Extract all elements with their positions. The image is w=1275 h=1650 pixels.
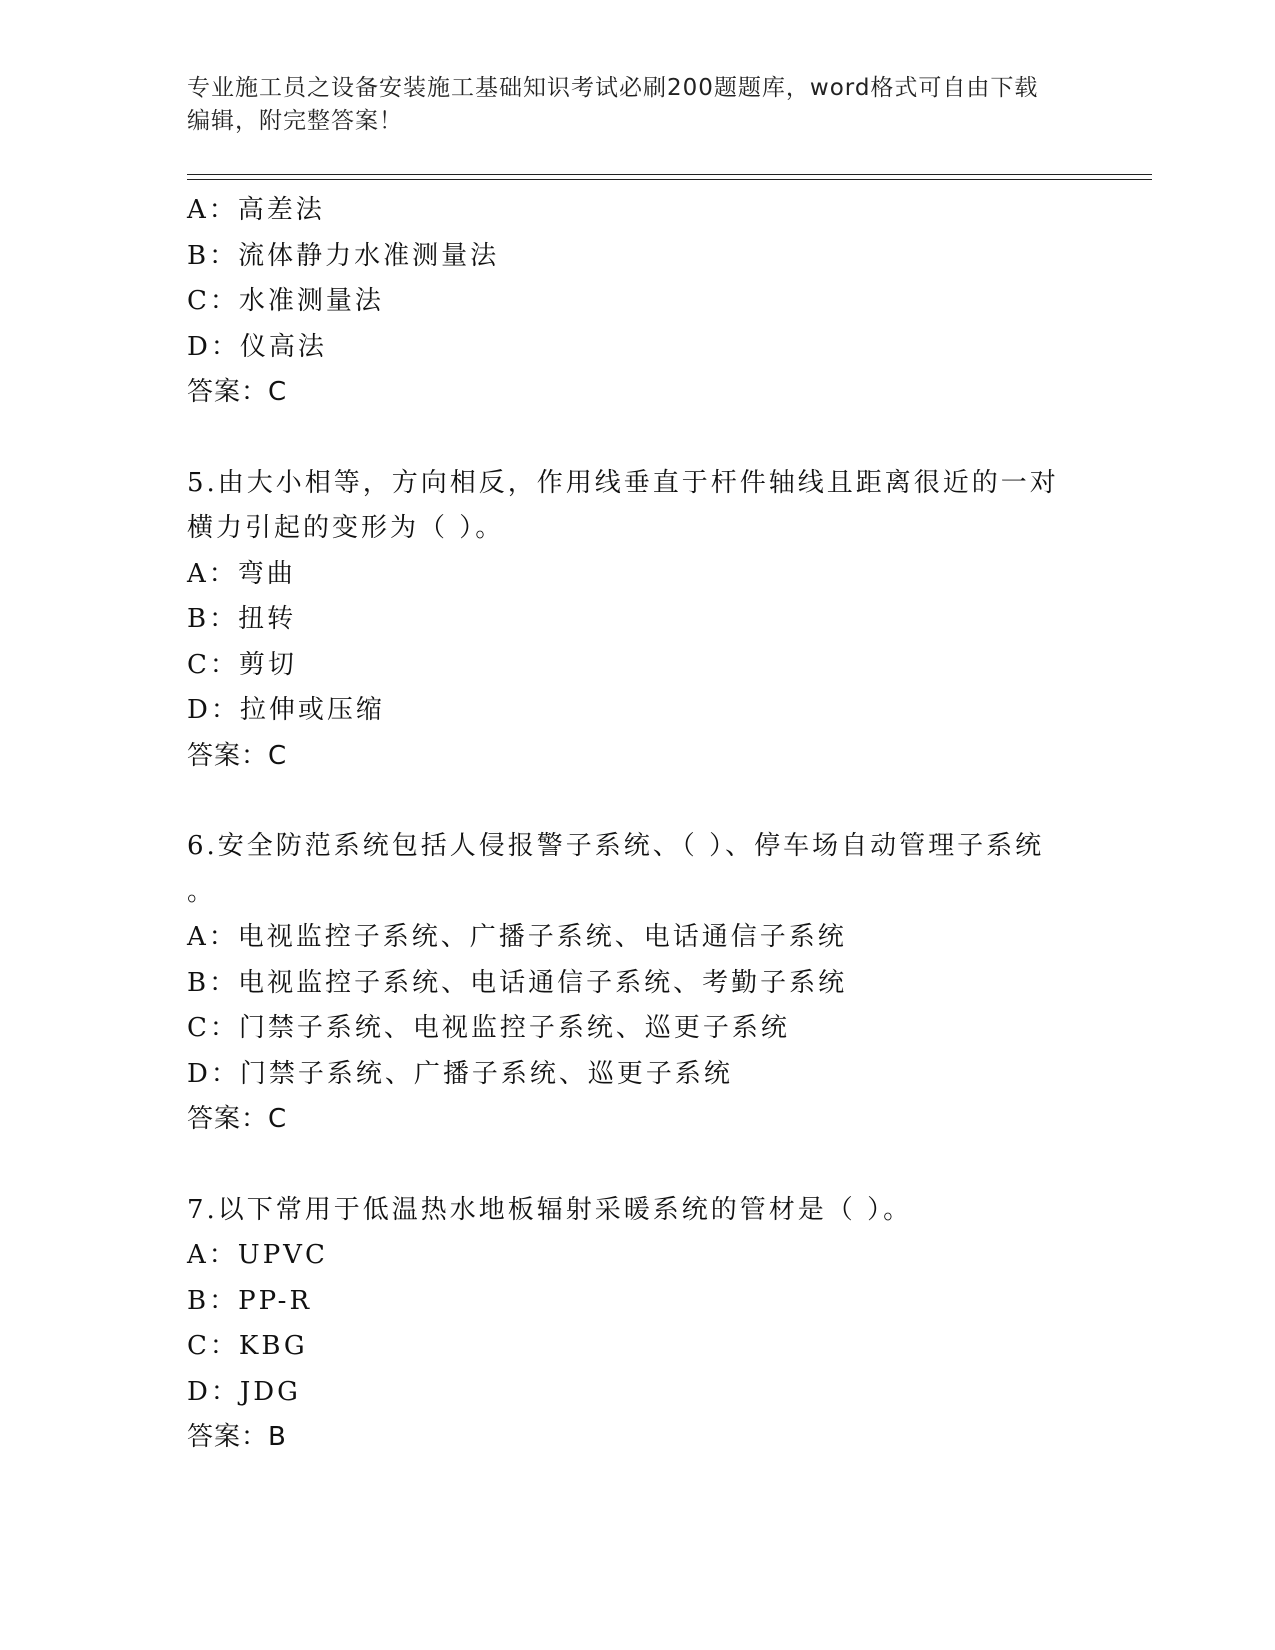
option-c: C：门禁子系统、电视监控子系统、巡更子系统 <box>187 1013 790 1043</box>
header-divider-top <box>187 174 1152 175</box>
answer-line: 答案：B <box>187 1422 287 1452</box>
option-b: B：流体静力水准测量法 <box>187 240 500 271</box>
question-7 <box>187 1188 1147 1461</box>
option-b: B：电视监控子系统、电话通信子系统、考勤子系统 <box>187 967 848 998</box>
question-stem-line-2: 横力引起的变形为（ ）。 <box>187 513 505 543</box>
answer-line: 答案：C <box>187 1104 288 1134</box>
option-b: B：扭转 <box>187 604 297 634</box>
spacer <box>187 779 1147 824</box>
option-d: D：拉伸或压缩 <box>187 695 385 725</box>
spacer <box>187 1143 1147 1188</box>
option-b: B：PP-R <box>187 1285 313 1316</box>
question-list <box>187 188 1147 1461</box>
question-stem-line-2: 。 <box>187 876 217 907</box>
answer-line: 答案：C <box>187 740 288 771</box>
header-divider-bottom <box>187 179 1152 180</box>
option-d: D：门禁子系统、广播子系统、巡更子系统 <box>187 1058 733 1089</box>
question-stem-line-1: 5.由大小相等，方向相反，作用线垂直于杆件轴线且距离很近的一对 <box>187 467 1059 498</box>
option-c: C：剪切 <box>187 649 297 680</box>
question-stem-line-1: 7.以下常用于低温热水地板辐射采暖系统的管材是（ ）。 <box>187 1194 913 1225</box>
answer-line: 答案：C <box>187 377 288 407</box>
question-5 <box>187 461 1147 780</box>
question-4 <box>187 188 1147 416</box>
option-a: A：高差法 <box>187 195 325 225</box>
header-title-line-2: 编辑，附完整答案！ <box>187 108 403 134</box>
header-title-line-1: 专业施工员之设备安装施工基础知识考试必刷200题题库，word格式可自由下载 <box>187 75 1039 101</box>
option-c: C：水准测量法 <box>187 286 384 316</box>
option-d: D：JDG <box>187 1376 301 1407</box>
document-header <box>187 72 1087 138</box>
option-a: A：UPVC <box>187 1240 328 1270</box>
question-stem-line-1: 6.安全防范系统包括人侵报警子系统、（ ）、停车场自动管理子系统 <box>187 831 1045 861</box>
question-6 <box>187 824 1147 1143</box>
option-d: D：仪高法 <box>187 331 327 362</box>
option-c: C：KBG <box>187 1331 308 1361</box>
option-a: A：弯曲 <box>187 558 296 589</box>
option-a: A：电视监控子系统、广播子系统、电话通信子系统 <box>187 922 847 952</box>
spacer <box>187 416 1147 461</box>
